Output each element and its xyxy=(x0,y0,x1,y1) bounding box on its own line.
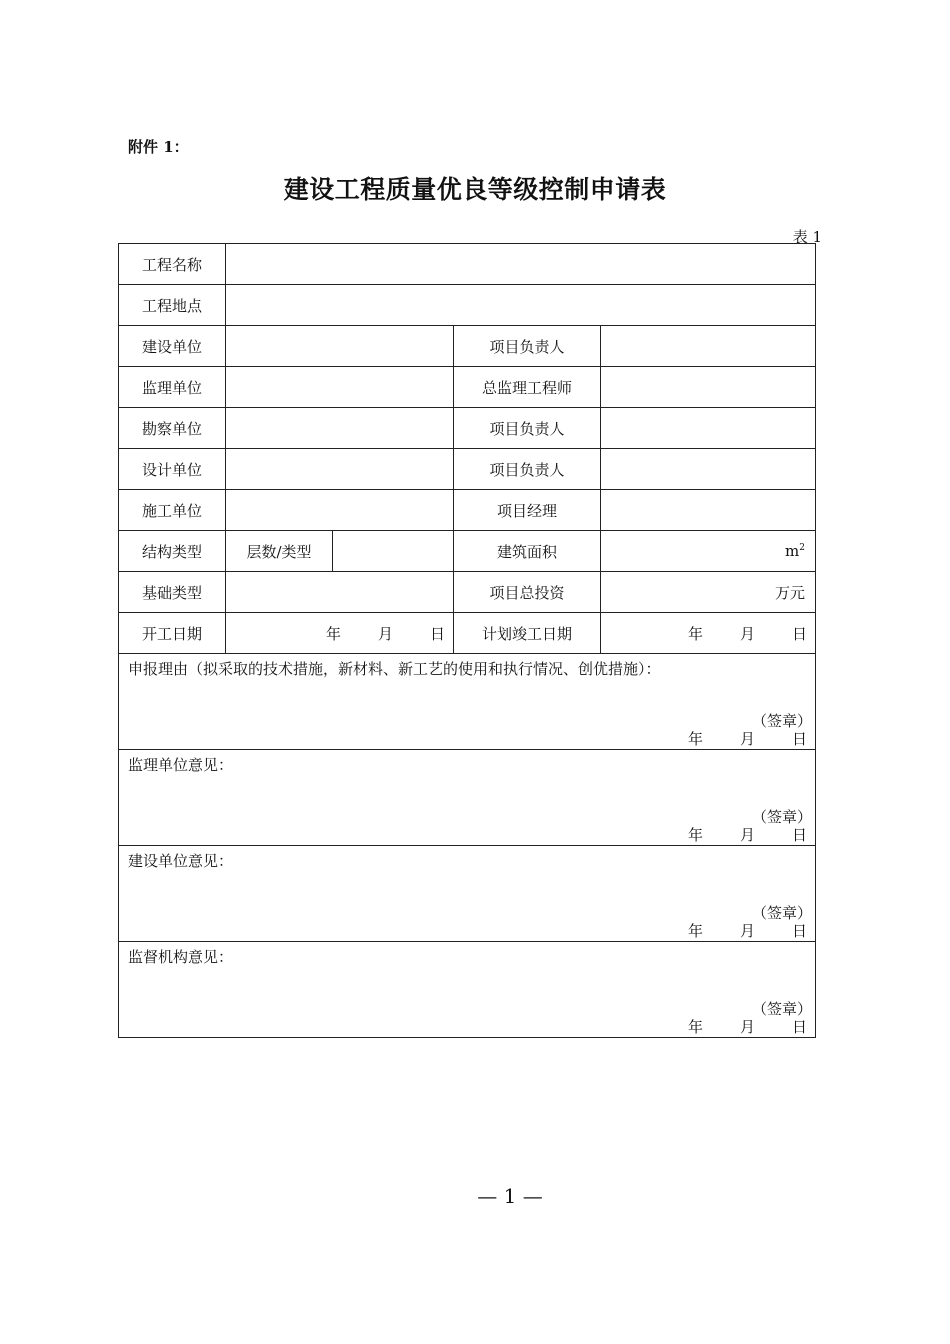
label-survey-unit: 勘察单位 xyxy=(119,408,226,449)
field-construction-unit-leader[interactable] xyxy=(601,326,816,367)
start-month: 月 xyxy=(377,624,393,643)
field-construction-unit[interactable] xyxy=(226,326,454,367)
authority-month: 月 xyxy=(739,1018,755,1036)
field-foundation-type[interactable] xyxy=(226,572,454,613)
field-survey-unit-leader[interactable] xyxy=(601,408,816,449)
label-project-manager: 项目经理 xyxy=(454,490,601,531)
supervision-opinion-label: 监理单位意见： xyxy=(128,756,234,774)
form-title: 建设工程质量优良等级控制申请表 xyxy=(283,175,667,204)
reason-day: 日 xyxy=(791,730,807,748)
label-design-unit-leader: 项目负责人 xyxy=(454,449,601,490)
application-form-table xyxy=(118,243,816,1038)
label-building-area: 建筑面积 xyxy=(454,531,601,572)
row-project-location xyxy=(119,285,816,326)
field-survey-unit[interactable] xyxy=(226,408,454,449)
authority-year: 年 xyxy=(687,1018,703,1036)
completion-month: 月 xyxy=(739,624,755,643)
authority-opinion-label: 监督机构意见： xyxy=(128,948,234,966)
start-day: 日 xyxy=(429,624,445,643)
label-foundation-type: 基础类型 xyxy=(119,572,226,613)
field-start-date[interactable] xyxy=(226,613,454,654)
row-dates xyxy=(119,613,816,654)
label-project-location: 工程地点 xyxy=(119,285,226,326)
authority-seal: （签章） xyxy=(751,1000,812,1018)
row-structure-type xyxy=(119,531,816,572)
label-supervision-unit: 监理单位 xyxy=(119,367,226,408)
field-building-area[interactable] xyxy=(601,531,816,572)
page-number: — 1 — xyxy=(477,1184,543,1208)
reason-month: 月 xyxy=(739,730,755,748)
row-foundation-type xyxy=(119,572,816,613)
row-project-name xyxy=(119,244,816,285)
area-unit-superscript: 2 xyxy=(799,543,805,553)
row-construction-opinion xyxy=(119,846,816,942)
construction-year: 年 xyxy=(687,922,703,940)
field-design-unit-leader[interactable] xyxy=(601,449,816,490)
field-authority-opinion[interactable] xyxy=(119,942,816,1038)
construction-month: 月 xyxy=(739,922,755,940)
reason-year: 年 xyxy=(687,730,703,748)
row-design-unit xyxy=(119,449,816,490)
row-authority-opinion xyxy=(119,942,816,1038)
supervision-year: 年 xyxy=(687,826,703,844)
supervision-seal: （签章） xyxy=(751,808,812,826)
field-contractor-unit[interactable] xyxy=(226,490,454,531)
label-survey-unit-leader: 项目负责人 xyxy=(454,408,601,449)
label-floors-type: 层数/类型 xyxy=(226,531,333,572)
reason-seal: （签章） xyxy=(751,712,812,730)
supervision-day: 日 xyxy=(791,826,807,844)
completion-year: 年 xyxy=(687,624,703,643)
investment-unit: 万元 xyxy=(774,583,805,602)
authority-day: 日 xyxy=(791,1018,807,1036)
attachment-label: 附件 1： xyxy=(128,138,189,156)
label-planned-completion: 计划竣工日期 xyxy=(454,613,601,654)
label-chief-supervisor: 总监理工程师 xyxy=(454,367,601,408)
field-project-manager[interactable] xyxy=(601,490,816,531)
area-unit: m xyxy=(785,542,800,560)
field-floors-type[interactable] xyxy=(333,531,454,572)
supervision-month: 月 xyxy=(739,826,755,844)
construction-day: 日 xyxy=(791,922,807,940)
row-supervision-opinion xyxy=(119,750,816,846)
field-design-unit[interactable] xyxy=(226,449,454,490)
field-planned-completion[interactable] xyxy=(601,613,816,654)
field-supervision-unit[interactable] xyxy=(226,367,454,408)
reason-label: 申报理由（拟采取的技术措施，新材料、新工艺的使用和执行情况、创优措施）： xyxy=(128,660,661,678)
field-project-name[interactable] xyxy=(226,244,816,285)
construction-seal: （签章） xyxy=(751,904,812,922)
label-total-investment: 项目总投资 xyxy=(454,572,601,613)
field-construction-opinion[interactable] xyxy=(119,846,816,942)
field-supervision-opinion[interactable] xyxy=(119,750,816,846)
label-construction-unit-leader: 项目负责人 xyxy=(454,326,601,367)
label-contractor-unit: 施工单位 xyxy=(119,490,226,531)
completion-day: 日 xyxy=(791,624,807,643)
start-year: 年 xyxy=(325,624,341,643)
row-construction-unit xyxy=(119,326,816,367)
row-survey-unit xyxy=(119,408,816,449)
label-design-unit: 设计单位 xyxy=(119,449,226,490)
row-supervision-unit xyxy=(119,367,816,408)
label-start-date: 开工日期 xyxy=(119,613,226,654)
label-project-name: 工程名称 xyxy=(119,244,226,285)
table-number: 表 1 xyxy=(792,228,822,246)
field-reason[interactable] xyxy=(119,654,816,750)
label-structure-type: 结构类型 xyxy=(119,531,226,572)
field-project-location[interactable] xyxy=(226,285,816,326)
field-total-investment[interactable] xyxy=(601,572,816,613)
label-construction-unit: 建设单位 xyxy=(119,326,226,367)
row-contractor-unit xyxy=(119,490,816,531)
construction-opinion-label: 建设单位意见： xyxy=(128,852,234,870)
row-reason xyxy=(119,654,816,750)
field-chief-supervisor[interactable] xyxy=(601,367,816,408)
